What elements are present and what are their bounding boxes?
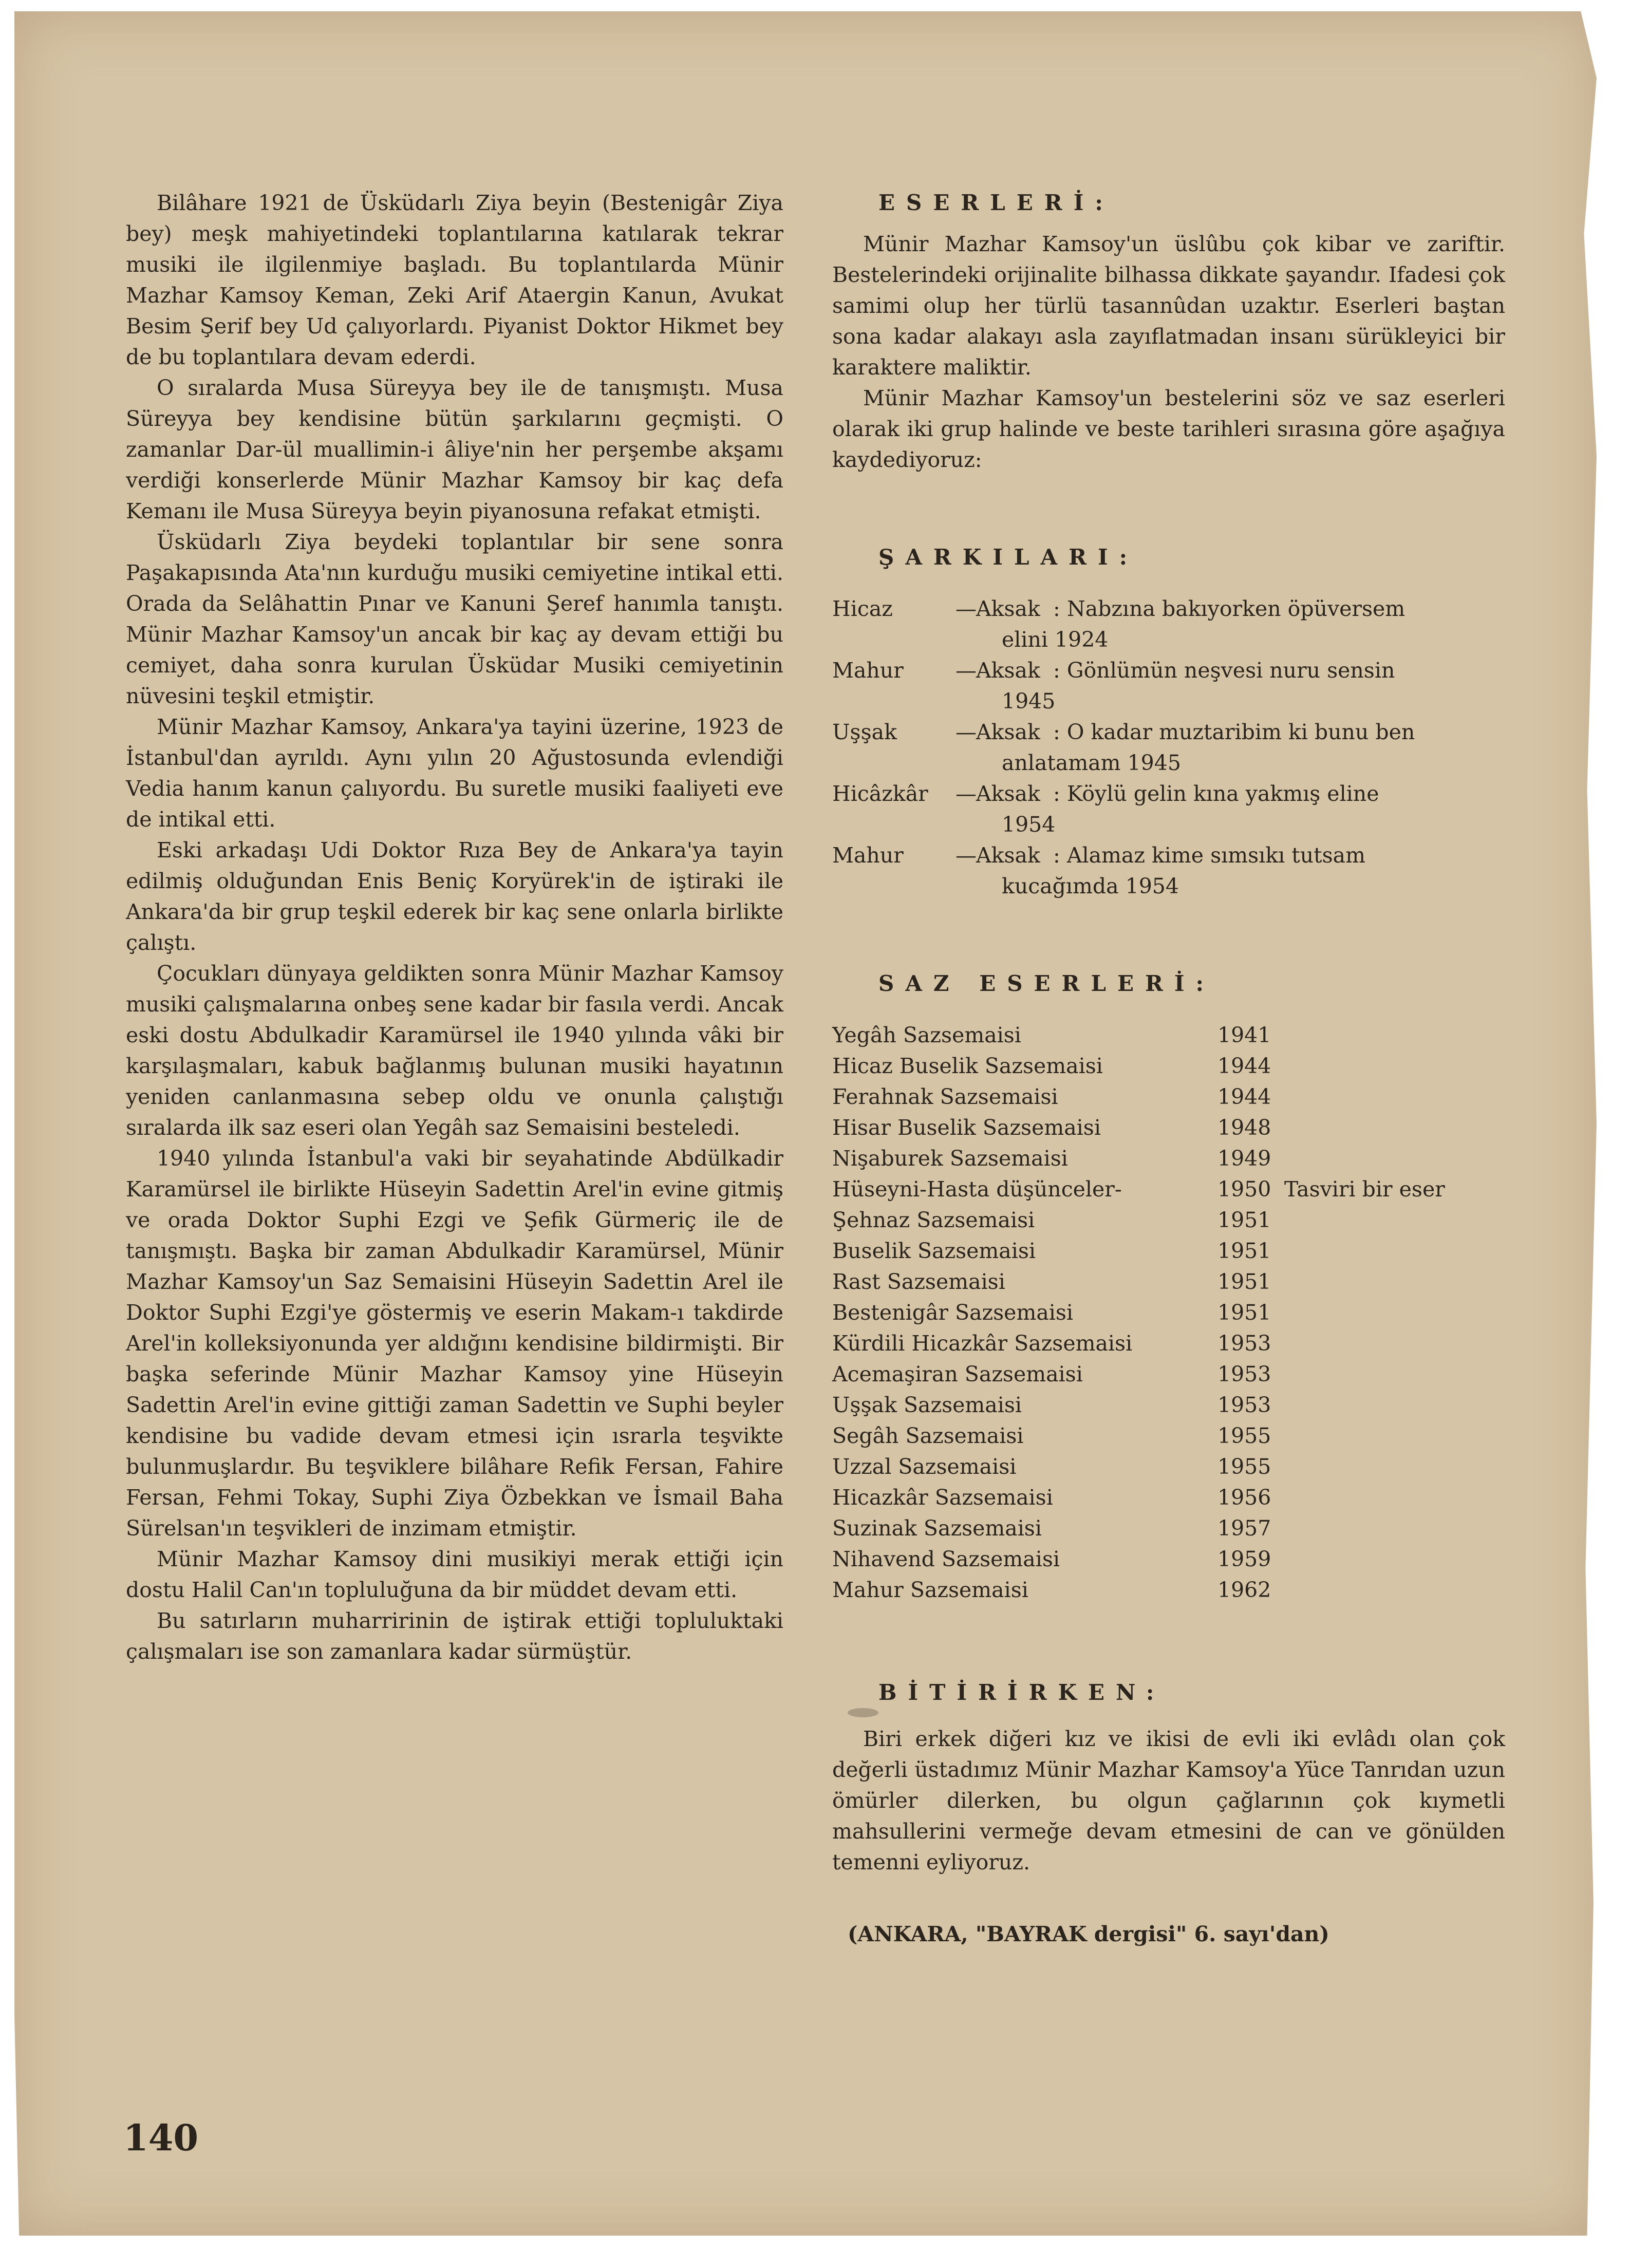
song-list xyxy=(832,593,1505,902)
list-item xyxy=(832,1174,1505,1205)
work-note xyxy=(1284,1513,1505,1544)
paragraph: Üsküdarlı Ziya beydeki toplantılar bir sene sonra Paşakapısında Ata'nın kurduğu musiki cemiyetine intikal etti. Orada da Selâhattin Pınar ve Kanuni Şeref hanımla tanıştı. Münir Mazhar Kamsoy'un ancak bir kaç ay devam ettiği bu cemiyet, daha sonra kurulan Üsküdar Musiki cemiyetinin nüvesini teşkil etmiştir. xyxy=(126,530,783,708)
list-item xyxy=(832,1420,1505,1451)
work-name: Hicazkâr Sazsemaisi xyxy=(832,1485,1053,1510)
work-name: Segâh Sazsemaisi xyxy=(832,1423,1024,1448)
list-item xyxy=(832,1451,1505,1482)
work-name: Buselik Sazsemaisi xyxy=(832,1239,1036,1263)
paragraph: Çocukları dünyaya geldikten sonra Münir Mazhar Kamsoy musiki çalışmalarına onbeş sene kadar bir fasıla verdi. Ancak eski dostu Abdulkadir Karamürsel ile 1940 yılında vâki bir karşılaşmaları, kabuk bağlanmış bulunan musiki hayatının yeniden canlanmasına sebep oldu ve onunla çalıştığı sıralarda ilk saz eseri olan Yegâh saz Semaisini besteledi. xyxy=(126,961,783,1140)
list-item xyxy=(832,1081,1505,1112)
list-item xyxy=(832,1513,1505,1544)
work-name: Bestenigâr Sazsemaisi xyxy=(832,1300,1074,1325)
list-item xyxy=(832,717,1505,778)
work-note xyxy=(1284,1235,1505,1266)
song-makam: Hicaz xyxy=(832,596,893,621)
work-note: Tasviri bir eser xyxy=(1284,1177,1445,1202)
work-name: Hicaz Buselik Sazsemaisi xyxy=(832,1054,1103,1078)
work-name: Hisar Buselik Sazsemaisi xyxy=(832,1115,1101,1140)
work-note xyxy=(1284,1266,1505,1297)
list-item xyxy=(832,1328,1505,1359)
sarkilari-section xyxy=(832,542,1505,902)
song-makam: Uşşak xyxy=(832,720,897,744)
work-year: 1948 xyxy=(1217,1115,1271,1140)
paragraph: Eski arkadaşı Udi Doktor Rıza Bey de Ankara'ya tayin edilmiş olduğundan Enis Beniç Koryürek'in de iştiraki ile Ankara'da bir grup teşkil ederek bir kaç sene onlarla birlikte çalıştı. xyxy=(126,838,783,955)
ink-smudge xyxy=(848,1708,878,1717)
work-name: Nihavend Sazsemaisi xyxy=(832,1547,1060,1571)
dash: — xyxy=(955,596,977,621)
work-year: 1944 xyxy=(1217,1054,1271,1078)
work-year: 1962 xyxy=(1217,1578,1271,1602)
work-year: 1955 xyxy=(1217,1454,1271,1479)
song-usul: Aksak xyxy=(976,781,1040,806)
list-item xyxy=(832,1112,1505,1143)
dash: — xyxy=(955,658,977,683)
work-name: Kürdili Hicazkâr Sazsemaisi xyxy=(832,1331,1133,1356)
list-item xyxy=(832,1235,1505,1266)
work-year: 1951 xyxy=(1217,1239,1271,1263)
list-item xyxy=(832,593,1505,655)
section-heading: SAZ ESERLERİ: xyxy=(878,971,1215,996)
song-line2: elini 1924 xyxy=(1002,627,1109,652)
work-year: 1944 xyxy=(1217,1084,1271,1109)
work-year: 1949 xyxy=(1217,1146,1271,1171)
work-note xyxy=(1284,1297,1505,1328)
work-name: Şehnaz Sazsemaisi xyxy=(832,1208,1035,1232)
work-name: Acemaşiran Sazsemaisi xyxy=(832,1362,1083,1386)
work-year: 1951 xyxy=(1217,1300,1271,1325)
bitirirken-section xyxy=(832,1677,1505,1950)
work-name: Uzzal Sazsemaisi xyxy=(832,1454,1017,1479)
work-name: Yegâh Sazsemaisi xyxy=(832,1023,1021,1047)
list-item xyxy=(832,1051,1505,1081)
page-number: 140 xyxy=(123,2116,199,2159)
paragraph: Bu satırların muharririnin de iştirak ettiği topluluktaki çalışmaları ise son zamanlara kadar sürmüştür. xyxy=(126,1608,783,1664)
song-line2: anlatamam 1945 xyxy=(1002,751,1181,775)
work-name: Suzinak Sazsemaisi xyxy=(832,1516,1042,1541)
dash: — xyxy=(955,781,977,806)
left-column xyxy=(126,188,783,1667)
work-note xyxy=(1284,1112,1505,1143)
work-note xyxy=(1284,1359,1505,1390)
work-year: 1953 xyxy=(1217,1331,1271,1356)
work-note xyxy=(1284,1482,1505,1513)
section-heading: ESERLERİ: xyxy=(878,190,1114,215)
paragraph: Münir Mazhar Kamsoy'un bestelerini söz ve saz eserleri olarak iki grup halinde ve beste tarihleri sırasına göre aşağıya kaydediyoruz: xyxy=(832,386,1505,472)
list-item xyxy=(832,1297,1505,1328)
song-makam: Mahur xyxy=(832,658,904,683)
song-line2: 1945 xyxy=(1002,689,1056,714)
work-note xyxy=(1284,1081,1505,1112)
paragraph: O sıralarda Musa Süreyya bey ile de tanışmıştı. Musa Süreyya bey kendisine bütün şarkılarını geçmişti. O zamanlar Dar-ül muallimin-i âliye'nin her perşembe akşamı verdiği konserlerde Münir Mazhar Kamsoy bir kaç defa Kemanı ile Musa Süreyya beyin piyanosuna refakat etmişti. xyxy=(126,376,783,523)
saz-list xyxy=(832,1020,1505,1605)
list-item xyxy=(832,1266,1505,1297)
song-usul: Aksak xyxy=(976,720,1040,744)
paragraph: Münir Mazhar Kamsoy, Ankara'ya tayini üzerine, 1923 de İstanbul'dan ayrıldı. Aynı yılın 20 Ağustosunda evlendiği Vedia hanım kanun çalıyordu. Bu suretle musiki faaliyeti eve de intikal etti. xyxy=(126,715,783,832)
section-heading: ŞARKILARI: xyxy=(878,545,1139,570)
song-line2: 1954 xyxy=(1002,812,1056,837)
work-year: 1951 xyxy=(1217,1269,1271,1294)
work-note xyxy=(1284,1205,1505,1235)
work-name: Rast Sazsemaisi xyxy=(832,1269,1005,1294)
list-item xyxy=(832,1544,1505,1575)
list-item xyxy=(832,1143,1505,1174)
list-item xyxy=(832,1359,1505,1390)
song-usul: Aksak xyxy=(976,658,1040,683)
work-year: 1953 xyxy=(1217,1362,1271,1386)
work-name: Hüseyni-Hasta düşünceler- xyxy=(832,1177,1122,1202)
song-usul: Aksak xyxy=(976,596,1040,621)
eserleri-section xyxy=(832,188,1505,475)
work-note xyxy=(1284,1544,1505,1575)
work-year: 1950 xyxy=(1217,1177,1271,1202)
list-item xyxy=(832,1390,1505,1420)
song-title: : Alamaz kime sımsıkı tutsam xyxy=(1053,843,1365,868)
work-note xyxy=(1284,1020,1505,1051)
section-heading: BİTİRİRKEN: xyxy=(878,1680,1166,1705)
song-makam: Hicâzkâr xyxy=(832,781,928,806)
paragraph: Bilâhare 1921 de Üsküdarlı Ziya beyin (Bestenigâr Ziya bey) meşk mahiyetindeki toplantılarına katılarak tekrar musiki ile ilgilenmiye başladı. Bu toplantılarda Münir Mazhar Kamsoy Keman, Zeki Arif Ataergin Kanun, Avukat Besim Şerif bey Ud çalıyorlardı. Piyanist Doktor Hikmet bey de bu toplantılara devam ederdi. xyxy=(126,191,783,369)
work-name: Mahur Sazsemaisi xyxy=(832,1578,1028,1602)
work-year: 1951 xyxy=(1217,1208,1271,1232)
list-item xyxy=(832,1205,1505,1235)
work-note xyxy=(1284,1420,1505,1451)
work-note xyxy=(1284,1051,1505,1081)
paragraph: Münir Mazhar Kamsoy'un üslûbu çok kibar ve zariftir. Bestelerindeki orijinalite bilhassa dikkate şayandır. Ifadesi çok samimi olup her türlü tasannûdan uzaktır. Eserleri baştan sona kadar alakayı asla zayıflatmadan insanı sürükleyici bir karaktere maliktir. xyxy=(832,232,1505,380)
song-title: : Köylü gelin kına yakmış eline xyxy=(1053,781,1379,806)
work-year: 1957 xyxy=(1217,1516,1271,1541)
song-makam: Mahur xyxy=(832,843,904,868)
work-note xyxy=(1284,1575,1505,1605)
song-title: : Gönlümün neşvesi nuru sensin xyxy=(1053,658,1395,683)
paragraph: Münir Mazhar Kamsoy dini musikiyi merak ettiği için dostu Halil Can'ın topluluğuna da bir müddet devam etti. xyxy=(126,1547,783,1602)
work-note xyxy=(1284,1390,1505,1420)
work-name: Nişaburek Sazsemaisi xyxy=(832,1146,1068,1171)
work-note xyxy=(1284,1328,1505,1359)
work-year: 1955 xyxy=(1217,1423,1271,1448)
work-name: Ferahnak Sazsemaisi xyxy=(832,1084,1058,1109)
list-item xyxy=(832,1020,1505,1051)
list-item xyxy=(832,1482,1505,1513)
source-citation: (ANKARA, "BAYRAK dergisi" 6. sayı'dan) xyxy=(848,1922,1329,1946)
list-item xyxy=(832,778,1505,840)
dash: — xyxy=(955,720,977,744)
list-item xyxy=(832,840,1505,902)
song-title: : O kadar muztaribim ki bunu ben xyxy=(1053,720,1415,744)
song-line2: kucağımda 1954 xyxy=(1002,874,1179,898)
song-usul: Aksak xyxy=(976,843,1040,868)
list-item xyxy=(832,655,1505,717)
work-note xyxy=(1284,1143,1505,1174)
paragraph: Biri erkek diğeri kız ve ikisi de evli iki evlâdı olan çok değerli üstadımız Münir Mazhar Kamsoy'a Yüce Tanrıdan uzun ömürler dilerken, bu olgun çağlarının çok kıymetli mahsullerini vermeğe devam etmesini de can ve gönülden temenni eyliyoruz. xyxy=(832,1727,1505,1875)
work-name: Uşşak Sazsemaisi xyxy=(832,1393,1022,1417)
paragraph: 1940 yılında İstanbul'a vaki bir seyahatinde Abdülkadir Karamürsel ile birlikte Hüseyin Sadettin Arel'in evine gitmiş ve orada Doktor Suphi Ezgi ve Şefik Gürmeriç ile de tanışmıştı. Başka bir zaman Abdulkadir Karamürsel, Münir Mazhar Kamsoy'un Saz Semaisini Hüseyin Sadettin Arel ile Doktor Suphi Ezgi'ye göstermiş ve eserin Makam-ı takdirde Arel'in kolleksiyonunda yer aldığını kendisine bildirmişti. Bir başka seferinde Münir Mazhar Kamsoy yine Hüseyin Sadettin Arel'in evine gittiği zaman Sadettin ve Suphi beyler kendisine bu vadide devam etmesi için ısrarla teşvikte bulunmuşlardır. Bu teşviklere bilâhare Refik Fersan, Fahire Fersan, Fehmi Tokay, Suphi Ziya Özbekkan ve İsmail Baha Sürelsan'ın teşvikleri de inzimam etmiştir. xyxy=(126,1146,783,1541)
dash: — xyxy=(955,843,977,868)
work-year: 1956 xyxy=(1217,1485,1271,1510)
right-column xyxy=(832,188,1505,1950)
work-year: 1953 xyxy=(1217,1393,1271,1417)
work-year: 1941 xyxy=(1217,1023,1271,1047)
saz-eserleri-section xyxy=(832,968,1505,1605)
song-title: : Nabzına bakıyorken öpüversem xyxy=(1053,596,1406,621)
work-year: 1959 xyxy=(1217,1547,1271,1571)
work-note xyxy=(1284,1451,1505,1482)
list-item xyxy=(832,1575,1505,1605)
